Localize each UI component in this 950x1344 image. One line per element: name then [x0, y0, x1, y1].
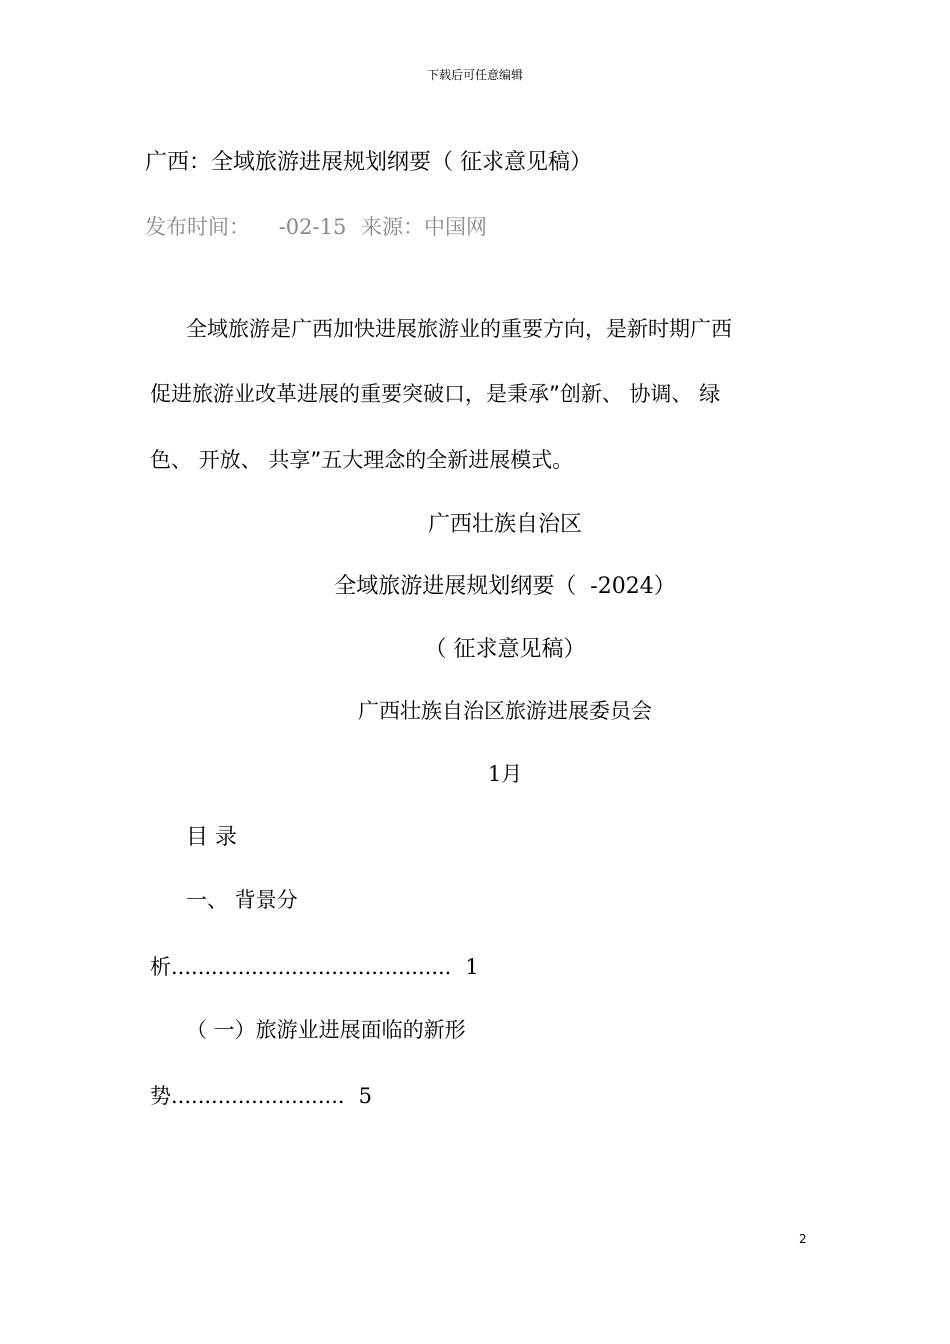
- cover-region: 广西壮族自治区: [427, 512, 582, 537]
- cover-plan-title: [0, 569, 950, 600]
- toc-item-1-label[interactable]: 一、 背景分: [186, 888, 298, 912]
- toc-item-2-page: 5: [358, 1084, 372, 1108]
- toc-item-1-page: 1: [465, 955, 479, 979]
- cover-issuer: 广西壮族自治区旅游进展委员会: [358, 699, 652, 723]
- intro-line-3: 色、 开放、 共享”五大理念的全新进展模式。: [150, 448, 574, 472]
- intro-line-1: 全域旅游是广西加快进展旅游业的重要方向，是新时期广西: [186, 317, 732, 341]
- meta-date: -02-15: [278, 215, 347, 239]
- page-number: 2: [799, 1232, 807, 1246]
- toc-item-2-wrap: 势: [150, 1084, 171, 1108]
- cover-draft-note: （ 征求意见稿）: [424, 637, 586, 662]
- toc-heading: 目 录: [186, 825, 237, 850]
- toc-item-1-leader: ..........................................: [171, 955, 452, 979]
- toc-item-1-entry[interactable]: [150, 951, 479, 981]
- meta-source: 来源：中国网: [361, 215, 488, 239]
- toc-item-2-label[interactable]: （ 一）旅游业进展面临的新形: [186, 1018, 466, 1042]
- intro-line-2: 促进旅游业改革进展的重要突破口，是秉承”创新、 协调、 绿: [150, 382, 721, 406]
- article-title: 广西：全域旅游进展规划纲要（ 征求意见稿）: [145, 150, 592, 175]
- cover-plan-title-text: 全域旅游进展规划纲要（: [334, 574, 577, 599]
- header-note: 下载后可任意编辑: [426, 68, 523, 82]
- toc-item-1-wrap: 析: [150, 955, 171, 979]
- cover-plan-year: -2024）: [590, 574, 676, 599]
- article-meta: [145, 211, 487, 241]
- toc-item-2-leader: ..........................: [171, 1084, 345, 1108]
- cover-date: [0, 758, 950, 788]
- toc-item-2-entry[interactable]: [150, 1080, 372, 1110]
- cover-month-unit: 月: [501, 762, 523, 786]
- cover-month-number: 1: [487, 762, 502, 786]
- meta-publish-label: 发布时间：: [145, 215, 250, 239]
